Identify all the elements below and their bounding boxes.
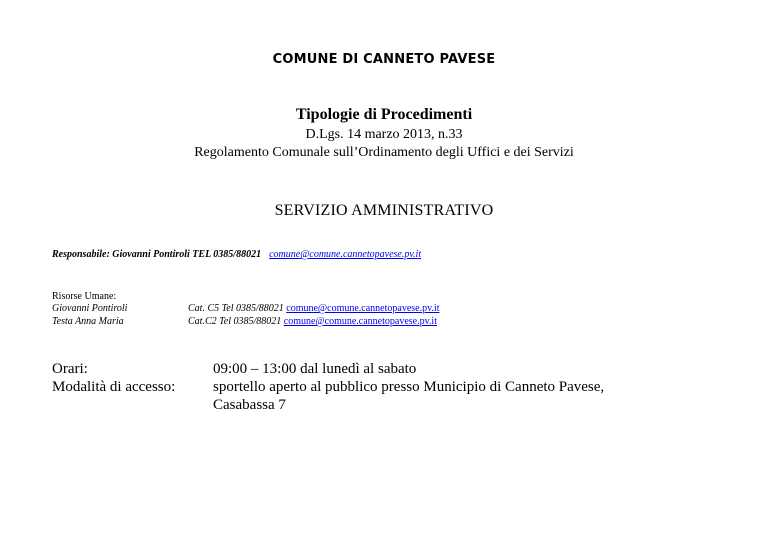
risorse-umane-label: Risorse Umane:	[52, 291, 117, 302]
orari-label: Orari:	[52, 361, 88, 377]
responsabile-line	[52, 249, 421, 260]
document-title: Tipologie di Procedimenti	[295, 106, 473, 123]
organization-title: COMUNE DI CANNETO PAVESE	[272, 52, 496, 67]
orari-value: 09:00 – 13:00 dal lunedì al sabato	[213, 361, 417, 377]
accesso-value-line2: Casabassa 7	[213, 397, 286, 413]
law-reference: D.Lgs. 14 marzo 2013, n.33	[305, 127, 463, 142]
staff-info	[188, 316, 437, 327]
accesso-label: Modalità di accesso:	[52, 379, 176, 395]
staff-email-link[interactable]: comune@comune.cannetopavese.pv.it	[286, 303, 440, 314]
staff-category-phone: Cat.C2 Tel 0385/88021	[188, 316, 282, 327]
service-title: SERVIZIO AMMINISTRATIVO	[274, 202, 494, 219]
responsabile-text: Responsabile: Giovanni Pontiroli TEL 0385/88021	[52, 249, 262, 260]
staff-category-phone: Cat. C5 Tel 0385/88021	[188, 303, 284, 314]
responsabile-email-link[interactable]: comune@comune.cannetopavese.pv.it	[269, 249, 422, 260]
staff-info	[188, 303, 440, 314]
accesso-value-line1: sportello aperto al pubblico presso Municipio di Canneto Pavese,	[213, 379, 605, 395]
staff-email-link[interactable]: comune@comune.cannetopavese.pv.it	[283, 316, 437, 327]
regulation-title: Regolamento Comunale sull’Ordinamento degli Uffici e dei Servizi	[194, 145, 574, 160]
staff-name: Testa Anna Maria	[52, 316, 124, 327]
staff-name: Giovanni Pontiroli	[52, 303, 128, 314]
